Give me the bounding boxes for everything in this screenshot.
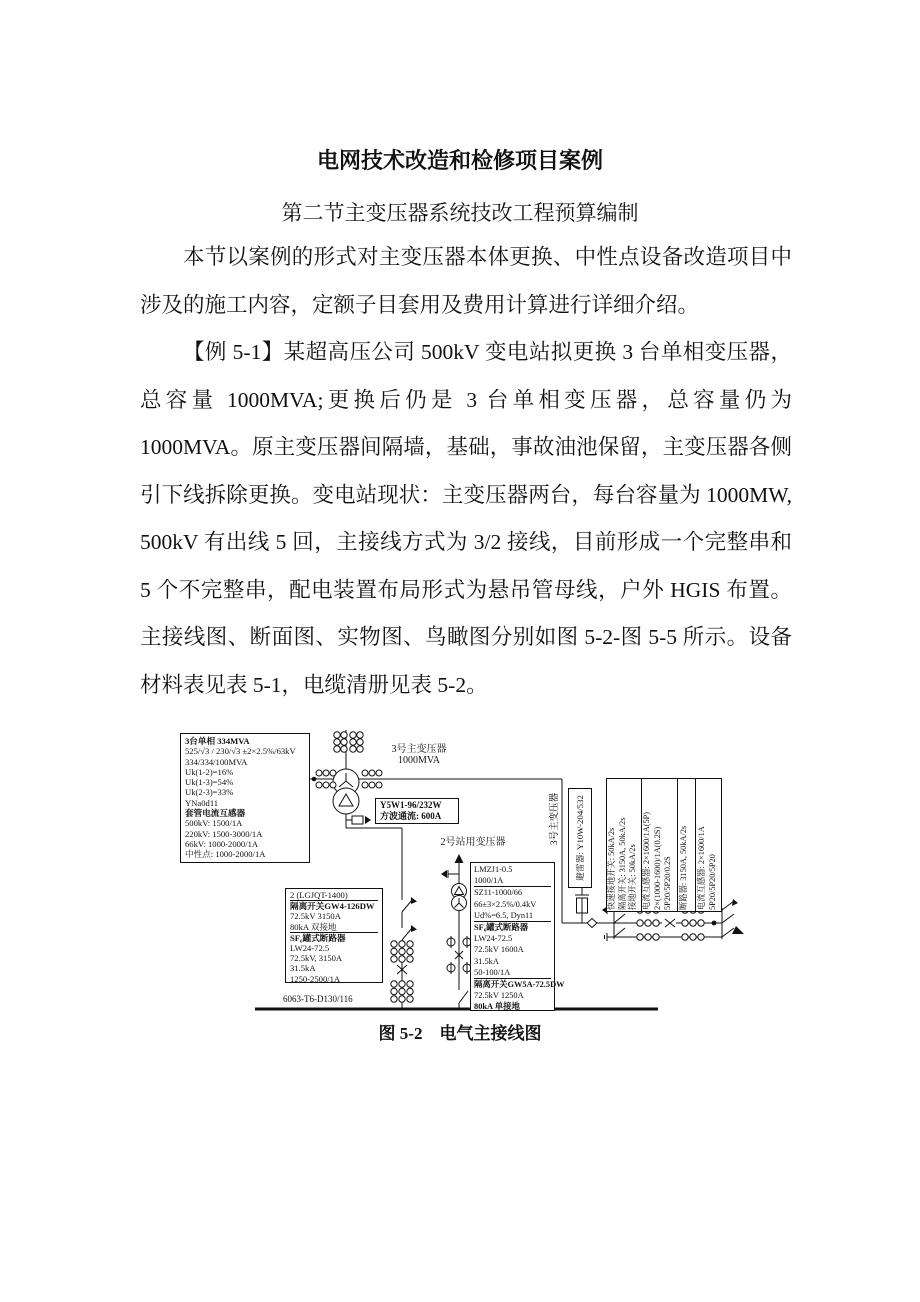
box-line: Uk(1-2)=16% xyxy=(185,766,234,777)
box-line: 66kV: 1000-2000/1A xyxy=(185,838,259,849)
page-title: 电网技术改造和检修项目案例 xyxy=(316,148,603,173)
box-line: 72.5kV, 3150A xyxy=(290,953,343,964)
box-line: 套管电流互感器 xyxy=(185,808,246,819)
bay-equipment-box xyxy=(285,888,383,983)
box-line: 1000/1A xyxy=(474,875,551,887)
box-line: 72.5kV 1250A xyxy=(474,991,524,1001)
box-line: SZ11-1000/66 xyxy=(474,888,523,898)
box-line: 80kA 双接地 xyxy=(290,922,378,933)
box-line: 500kV: 1500/1A xyxy=(185,818,243,829)
box-line: 3台单相 334MVA xyxy=(185,736,250,746)
box-line: 80kA 单接地 xyxy=(474,1002,520,1012)
box-line: YNa0d11 xyxy=(185,797,219,808)
arrester-icon xyxy=(575,888,589,923)
box-line: 2 (LGJQT-1400) xyxy=(290,890,378,901)
box-line: 方波通流: 600A xyxy=(380,811,442,821)
box-line: Uk(1-3)=54% xyxy=(185,777,234,788)
box-line: 中性点: 1000-2000/1A xyxy=(185,849,266,860)
paragraph: 【例 5-1】某超高压公司 500kV 变电站拟更换 3 台单相变压器，总容量 1000MVA;更换后仍是 3 台单相变压器，总容量仍为 1000MVA。原主变压器间隔墙，基础，事故油池保留，主变压器各侧引下线拆除更换。变电站现状：主变压器两台，每台容量为 1000MW, 500kV 有出线 5 回，主接线方式为 3/2 接线，目前形成一个完整串和 5 个不完整串，配电装置布局形式为悬吊管母线，户外 HGIS 布置。主接线图、断面图、实物图、鸟瞰图分别如图 5-2-图 5-5 所示。设备材料表见表 5-1，电缆清册见表 5-2。 xyxy=(140,340,792,697)
switchgear-col-switches: 快速接地开关: 50kA/2s 隔离开关: 3150A, 50kA/2s 接地开关: 50kA/2s xyxy=(607,817,638,910)
box-line: Uk(2-3)=33% xyxy=(185,787,234,798)
surge-arrester-data-box xyxy=(375,798,459,824)
box-line: LW24-72.5 xyxy=(290,943,330,954)
paragraph: 本节以案例的形式对主变压器本体更换、中性点设备改造项目中涉及的施工内容，定额子目套用及费用计算进行详细介绍。 xyxy=(140,245,792,317)
switchgear-col-breaker: 断路器: 3150A, 50kA/2s xyxy=(679,825,688,910)
box-line: 31.5kA xyxy=(290,963,316,974)
conductor-label: 6063-T6-D130/116 xyxy=(283,994,353,1004)
wiring-diagram xyxy=(166,722,776,1022)
box-line: LW24-72.5 xyxy=(474,934,513,944)
right-bus-label: 3号主变压器 xyxy=(550,792,560,846)
section-heading: 第二节主变压器系统技改工程预算编制 xyxy=(281,201,639,225)
body-text xyxy=(140,234,792,709)
column-divider xyxy=(695,779,696,911)
box-line: 220kV: 1500-3000/1A xyxy=(185,828,263,839)
main-transformer-data-box xyxy=(180,733,310,863)
box-line: SF₆罐式断路器 xyxy=(290,932,346,943)
switchgear-col-ct1: 电流互感器: 2×1600/1A(5P) 2×(1000-1600)/1A(0.2S) 5P20/5P20/0.2S xyxy=(642,811,673,910)
station-transformer-label: 2号站用变压器 xyxy=(440,837,506,848)
box-line: 1250-2500/1A xyxy=(290,973,341,984)
box-line: SF₆罐式断路器 xyxy=(474,923,529,933)
switchgear-col-ct2: 电流互感器: 2×1600/1A 5P20/5P20/5P20 xyxy=(697,826,717,910)
box-line: 334/334/100MVA xyxy=(185,756,248,767)
box-line: Ud%=6.5, Dyn11 xyxy=(474,910,551,922)
box-line: 隔离开关GW4-126DW xyxy=(290,901,375,912)
transformer-label: 3号主变压器 1000MVA xyxy=(391,744,447,766)
box-line: 66±3×2.5%/0.4kV xyxy=(474,899,537,909)
column-divider xyxy=(677,779,678,911)
box-line: 31.5kA xyxy=(474,956,499,966)
main-transformer-icon xyxy=(333,769,359,814)
box-line: LMZJ1-0.5 xyxy=(474,865,513,874)
arrester-label-box: 避雷器: Y10W-204/532 xyxy=(568,788,592,888)
box-line: 72.5kV 3150A xyxy=(290,911,341,922)
box-line: Y5W1-96/232W xyxy=(380,800,442,810)
box-line: 525/√3 / 230/√3 ±2×2.5%/63kV xyxy=(185,746,296,757)
box-line: 隔离开关GW5A-72.5DW xyxy=(474,980,565,990)
station-transformer-data-box xyxy=(470,862,565,1012)
station-transformer-icon xyxy=(452,884,467,911)
box-line: 50-100/1A xyxy=(474,967,551,979)
figure-caption: 图 5-2 电气主接线图 xyxy=(378,1024,542,1043)
box-line: 72.5kV 1600A xyxy=(474,945,524,955)
